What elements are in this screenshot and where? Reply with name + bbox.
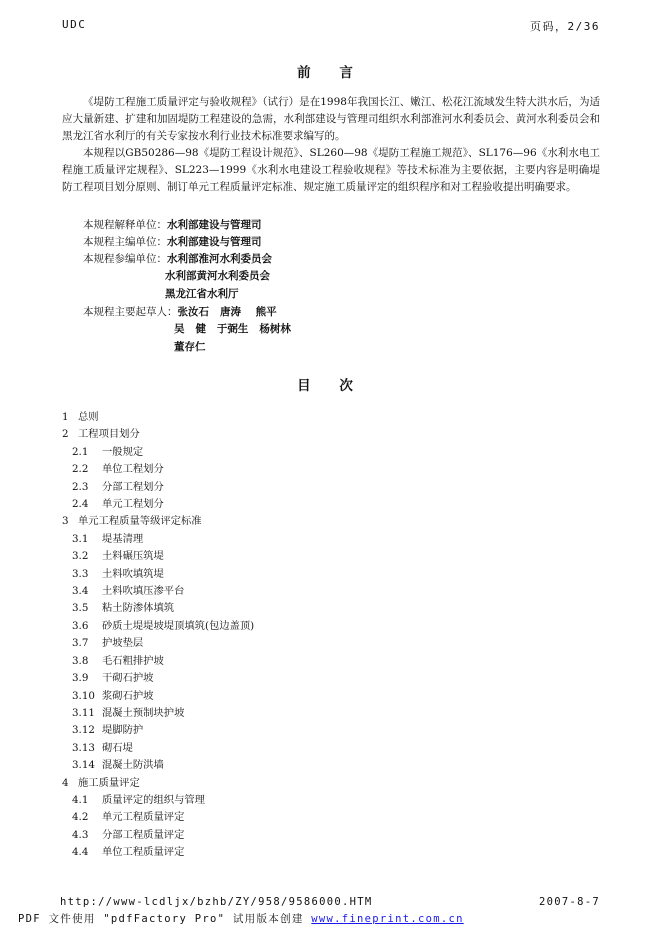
toc-item-label: 工程项目划分 xyxy=(78,428,140,441)
toc-item xyxy=(62,496,600,513)
toc-title: 目 次 xyxy=(297,378,365,394)
toc-item-number: 2.3 xyxy=(72,480,89,493)
toc-item xyxy=(62,479,600,496)
toc-item-label: 单位工程划分 xyxy=(102,463,164,476)
toc-item-label: 土料碾压筑堤 xyxy=(102,550,164,563)
toc-item xyxy=(62,809,600,826)
drafters-names: 张汝石 唐涛 熊平 xyxy=(177,306,277,318)
toc-item xyxy=(62,635,600,652)
preface-paragraph-1: 《堤防工程施工质量评定与验收规程》（试行）是在1998年我国长江、嫩江、松花江流域发生特大洪水后，为适应大量新建、扩建和加固堤防工程建设的急需，水利部建设与管理司组织水利部淮河水利委员会、黄河水利委员会和黑龙江省水利厅的有关专家按水利行业技术标准要求编写的。 xyxy=(62,96,600,142)
participants-line xyxy=(83,251,272,268)
toc-item-number: 2.2 xyxy=(72,463,89,476)
footer-url: http://www-lcdljx/bzhb/ZY/958/9586000.HTM xyxy=(60,896,373,908)
toc-item-label: 单位工程质量评定 xyxy=(102,846,185,859)
toc-item-number: 3.11 xyxy=(72,706,95,719)
toc-item xyxy=(62,548,600,565)
toc-item xyxy=(62,757,600,774)
toc-item-number: 3.13 xyxy=(72,741,95,754)
toc-item-number: 4.1 xyxy=(72,793,89,806)
toc-item xyxy=(62,653,600,670)
toc-item-number: 3.12 xyxy=(72,724,95,737)
toc-item xyxy=(62,513,600,530)
toc-item-label: 土料吹填压渗平台 xyxy=(102,585,185,598)
toc-item xyxy=(62,688,600,705)
toc-item xyxy=(62,792,600,809)
toc-item-number: 2 xyxy=(62,428,69,441)
pdf-link[interactable]: www.fineprint.com.cn xyxy=(311,913,464,925)
toc-item xyxy=(62,775,600,792)
toc-item xyxy=(62,531,600,548)
toc-item xyxy=(62,618,600,635)
toc-item-number: 4.3 xyxy=(72,828,89,841)
preface-paragraph-2: 本规程以GB50286—98《堤防工程设计规范》、SL260—98《堤防工程施工规范》、SL176—96《水利水电工程施工质量评定规程》、SL223—1999《水利水电建设工程验收规程》等技术标准为主要依据，主要内容是明确堤防工程项目划分原则、制订单元工程质量评定标准、规定施工质量评定的组织程序和对工程验收提出明确要求。 xyxy=(62,147,600,193)
toc-item-number: 3.3 xyxy=(72,567,89,580)
toc-item-number: 3.9 xyxy=(72,672,89,685)
toc-item-number: 3.10 xyxy=(72,689,95,702)
participants-label: 本规程参编单位： xyxy=(83,253,167,265)
preface-title: 前 言 xyxy=(297,65,365,81)
toc-item-number: 3.4 xyxy=(72,585,89,598)
toc-item-number: 2.4 xyxy=(72,498,89,511)
toc-item xyxy=(62,705,600,722)
toc-item xyxy=(62,583,600,600)
toc-item-number: 3.6 xyxy=(72,619,89,632)
interpreter-unit: 水利部建设与管理司 xyxy=(167,219,262,231)
editor-label: 本规程主编单位： xyxy=(83,236,167,248)
drafters-line xyxy=(83,304,277,321)
toc-item xyxy=(62,722,600,739)
toc-item-label: 分部工程划分 xyxy=(102,480,164,493)
header-udc: UDC xyxy=(62,18,87,31)
editor-unit: 水利部建设与管理司 xyxy=(167,236,262,248)
toc-item xyxy=(62,844,600,861)
toc-item xyxy=(62,827,600,844)
toc-item-number: 4.2 xyxy=(72,811,89,824)
toc-item-number: 1 xyxy=(62,411,69,423)
toc-item-label: 一般规定 xyxy=(102,445,144,458)
toc-item-label: 干砌石护坡 xyxy=(102,672,154,685)
toc-item-label: 堤脚防护 xyxy=(102,724,144,737)
toc-item-label: 粘土防渗体填筑 xyxy=(102,602,175,615)
toc-item-label: 混凝土预制块护坡 xyxy=(102,706,185,719)
toc-item-label: 土料吹填筑堤 xyxy=(102,567,164,580)
toc-item-label: 浆砌石护坡 xyxy=(102,689,154,702)
toc-item-number: 3.1 xyxy=(72,532,89,545)
editor-line xyxy=(83,234,262,251)
toc-item-label: 毛石粗排护坡 xyxy=(102,654,164,667)
pdf-notice xyxy=(18,911,464,926)
participant-unit: 水利部黄河水利委员会 xyxy=(165,270,270,282)
toc-item xyxy=(62,461,600,478)
toc-item-label: 混凝土防洪墙 xyxy=(102,759,164,772)
participant-unit: 水利部淮河水利委员会 xyxy=(167,253,272,265)
toc-item-label: 施工质量评定 xyxy=(78,776,140,789)
toc-item-label: 单元工程划分 xyxy=(102,498,164,511)
footer-date: 2007-8-7 xyxy=(539,896,600,908)
toc-item-number: 2.1 xyxy=(72,445,89,458)
drafters-names: 董存仁 xyxy=(174,341,206,353)
header-page-number: 页码，2/36 xyxy=(530,20,600,33)
toc-item-label: 砂质土堤堤坡堤顶填筑(包边盖顶) xyxy=(102,619,255,632)
toc-item-number: 3.5 xyxy=(72,602,89,615)
toc-item-number: 3.8 xyxy=(72,654,89,667)
toc-item xyxy=(62,426,600,443)
toc-item-label: 堤基清理 xyxy=(102,532,144,545)
toc-item-label: 单元工程质量等级评定标准 xyxy=(78,515,202,528)
toc-item-label: 砌石堤 xyxy=(102,741,133,754)
toc-item-label: 质量评定的组织与管理 xyxy=(102,793,205,806)
toc-item-number: 4.4 xyxy=(72,846,89,859)
toc-item-label: 分部工程质量评定 xyxy=(102,828,185,841)
toc-item-label: 护坡垫层 xyxy=(102,637,144,650)
toc-item xyxy=(62,670,600,687)
interpreter-line xyxy=(83,217,262,234)
toc-item xyxy=(62,740,600,757)
toc-item-number: 3.2 xyxy=(72,550,89,563)
toc-item-number: 3.7 xyxy=(72,637,89,650)
drafters-label: 本规程主要起草人： xyxy=(83,306,178,318)
toc-item-number: 3 xyxy=(62,515,69,528)
toc-item xyxy=(62,566,600,583)
table-of-contents xyxy=(62,409,600,862)
interpreter-label: 本规程解释单位： xyxy=(83,219,167,231)
toc-item-label: 单元工程质量评定 xyxy=(102,811,185,824)
toc-item xyxy=(62,409,600,426)
toc-item xyxy=(62,444,600,461)
toc-item-number: 3.14 xyxy=(72,759,95,772)
participant-unit: 黑龙江省水利厅 xyxy=(165,288,239,300)
toc-item xyxy=(62,600,600,617)
pdf-notice-text: PDF 文件使用 "pdfFactory Pro" 试用版本创建 xyxy=(18,913,312,925)
toc-item-number: 4 xyxy=(62,776,69,789)
toc-item-label: 总则 xyxy=(78,411,99,423)
drafters-names: 吴 健 于弼生 杨树林 xyxy=(174,323,291,335)
